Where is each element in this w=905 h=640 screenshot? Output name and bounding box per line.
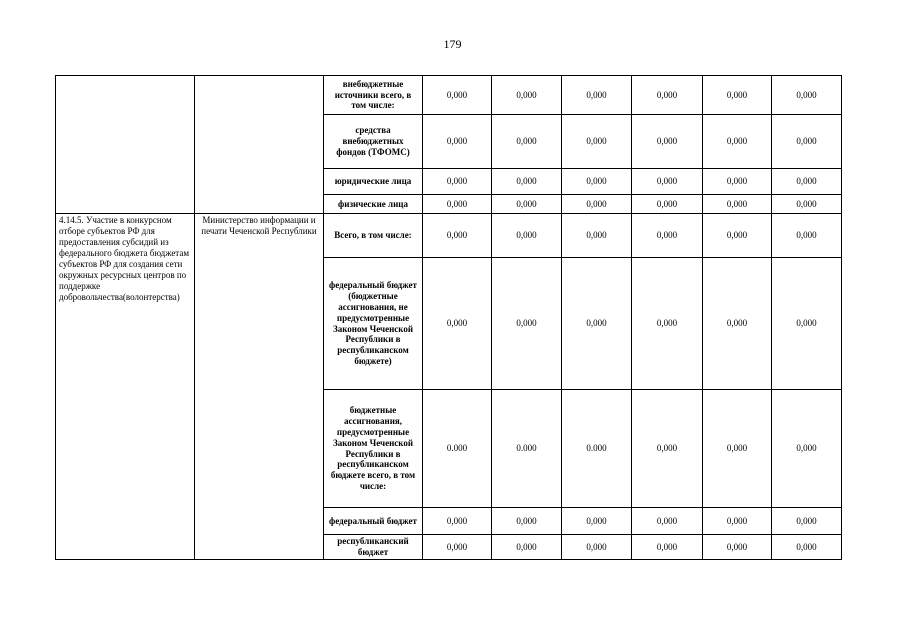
funding-source-cell: республиканский бюджет (324, 535, 423, 560)
funding-source-cell: физические лица (324, 195, 423, 214)
value-cell: 0,000 (703, 115, 772, 169)
page-number: 179 (443, 37, 462, 51)
value-cell: 0,000 (703, 214, 772, 258)
funding-source-cell: средства внебюджетных фондов (ТФОМС) (324, 115, 423, 169)
value-cell: 0,000 (703, 76, 772, 115)
value-cell: 0,000 (772, 214, 842, 258)
value-cell: 0,000 (632, 390, 703, 508)
value-cell: 0,000 (492, 76, 562, 115)
value-cell: 0,000 (632, 115, 703, 169)
value-cell: 0,000 (703, 390, 772, 508)
value-cell: 0,000 (632, 258, 703, 390)
value-cell: 0.000 (423, 390, 492, 508)
value-cell: 0,000 (423, 169, 492, 195)
value-cell: 0,000 (492, 214, 562, 258)
funding-source-cell: внебюджетные источники всего, в том числе: (324, 76, 423, 115)
value-cell: 0,000 (703, 169, 772, 195)
value-cell: 0,000 (562, 195, 632, 214)
value-cell: 0,000 (492, 195, 562, 214)
funding-source-cell: юридические лица (324, 169, 423, 195)
value-cell: 0.000 (492, 390, 562, 508)
value-cell: 0,000 (632, 535, 703, 560)
value-cell: 0,000 (632, 195, 703, 214)
value-cell: 0,000 (492, 258, 562, 390)
measure-cell: 4.14.5. Участие в конкурсном отборе субъектов РФ для предоставления субсидий из федерального бюджета бюджетам субъектов РФ для создания сети окружных ресурсных центров по поддержке добровольчества(волонтерства) (56, 214, 195, 560)
value-cell: 0,000 (632, 169, 703, 195)
value-cell: 0,000 (423, 76, 492, 115)
table-row (56, 214, 842, 258)
value-cell: 0,000 (423, 508, 492, 535)
value-cell: 0,000 (492, 508, 562, 535)
value-cell: 0,000 (632, 214, 703, 258)
value-cell: 0,000 (492, 115, 562, 169)
value-cell: 0,000 (772, 258, 842, 390)
value-cell: 0,000 (562, 214, 632, 258)
value-cell: 0,000 (562, 258, 632, 390)
value-cell: 0,000 (492, 169, 562, 195)
budget-table-body (56, 76, 842, 560)
value-cell: 0,000 (772, 169, 842, 195)
value-cell: 0,000 (772, 390, 842, 508)
table-row (56, 76, 842, 115)
value-cell: 0.000 (562, 390, 632, 508)
value-cell: 0,000 (632, 508, 703, 535)
value-cell: 0,000 (562, 169, 632, 195)
value-cell: 0,000 (562, 535, 632, 560)
value-cell: 0,000 (703, 508, 772, 535)
measure-cell (56, 76, 195, 214)
value-cell: 0,000 (703, 535, 772, 560)
value-cell: 0,000 (772, 115, 842, 169)
executor-cell (195, 76, 324, 214)
value-cell: 0,000 (423, 115, 492, 169)
funding-source-cell: бюджетные ассигнования, предусмотренные Законом Чеченской Республики в республиканском бюджете всего, в том числе: (324, 390, 423, 508)
value-cell: 0,000 (703, 258, 772, 390)
funding-source-cell: федеральный бюджет (бюджетные ассигнования, не предусмотренные Законом Чеченской Республики в республиканском бюджете) (324, 258, 423, 390)
value-cell: 0,000 (703, 195, 772, 214)
value-cell: 0,000 (632, 76, 703, 115)
budget-table (55, 75, 842, 560)
value-cell: 0,000 (772, 535, 842, 560)
funding-source-cell: Всего, в том числе: (324, 214, 423, 258)
funding-source-cell: федеральный бюджет (324, 508, 423, 535)
executor-cell: Министерство информации и печати Чеченской Республики (195, 214, 324, 560)
value-cell: 0,000 (562, 115, 632, 169)
value-cell: 0,000 (423, 258, 492, 390)
value-cell: 0,000 (423, 535, 492, 560)
value-cell: 0,000 (423, 214, 492, 258)
value-cell: 0,000 (772, 195, 842, 214)
value-cell: 0,000 (562, 76, 632, 115)
value-cell: 0,000 (772, 508, 842, 535)
value-cell: 0,000 (423, 195, 492, 214)
value-cell: 0,000 (772, 76, 842, 115)
value-cell: 0,000 (492, 535, 562, 560)
value-cell: 0,000 (562, 508, 632, 535)
